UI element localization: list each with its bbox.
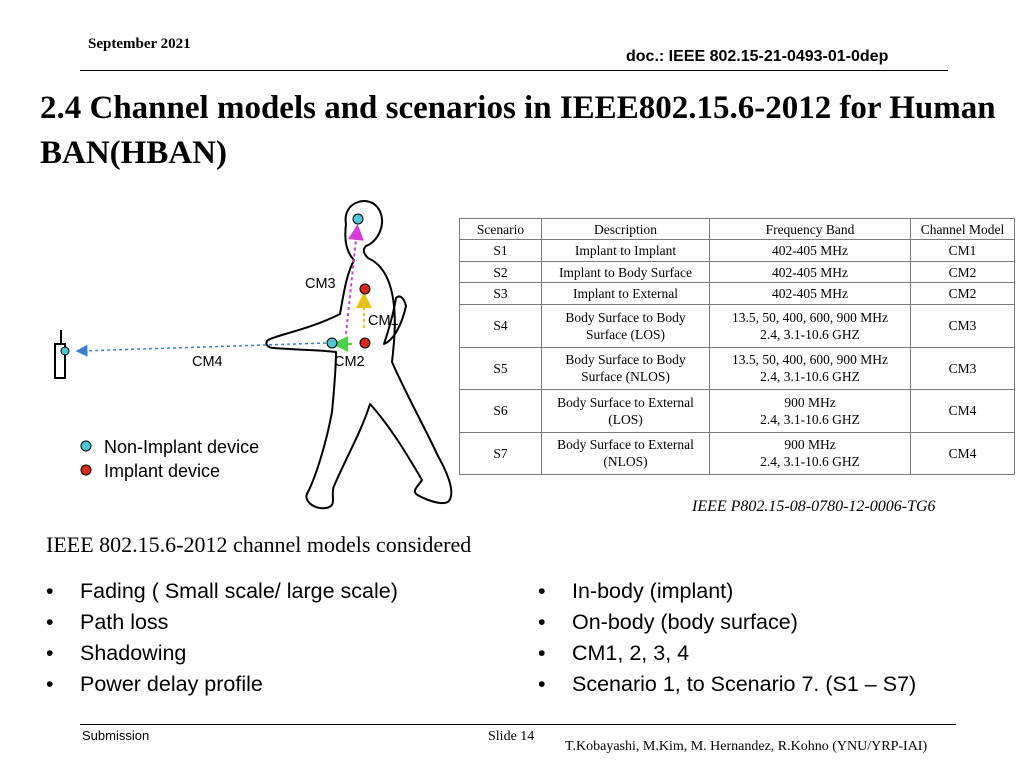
slide-title: 2.4 Channel models and scenarios in IEEE802.15.6-2012 for Human BAN(HBAN) — [40, 90, 996, 171]
list-item-text: Power delay profile — [80, 672, 263, 696]
cell-frequency-line2: 2.4, 3.1-10.6 GHZ — [760, 411, 860, 427]
cm3-link — [346, 230, 357, 334]
section-subtitle: IEEE 802.15.6-2012 channel models considered — [46, 532, 472, 557]
cell-description — [542, 432, 710, 474]
list-item-text: In-body (implant) — [572, 579, 734, 603]
cell-description: Implant to Body Surface — [542, 261, 710, 283]
non-implant-device-head — [353, 214, 363, 224]
header-rule — [80, 70, 948, 71]
cell-description-line1: Body Surface to Body — [565, 352, 686, 368]
table-row — [460, 347, 1015, 389]
list-item — [46, 638, 398, 669]
bullet-list-left — [46, 576, 398, 700]
list-item — [46, 607, 398, 638]
cell-description: Implant to External — [542, 283, 710, 305]
footer-submission: Submission — [82, 728, 150, 743]
bullet-marker: • — [46, 641, 54, 665]
hban-body-figure — [46, 194, 456, 516]
cm3-label: CM3 — [305, 276, 336, 292]
non-implant-device-chest — [327, 338, 337, 348]
footer-authors: T.Kobayashi, M.Kim, M. Hernandez, R.Kohno (YNU/YRP-IAI) — [565, 739, 928, 754]
header-description: Description — [542, 219, 710, 240]
cell-model: CM2 — [911, 261, 1015, 283]
bullet-marker: • — [538, 610, 546, 634]
cell-scenario: S3 — [460, 283, 542, 305]
legend-non-implant-swatch — [81, 441, 91, 451]
bullet-marker: • — [46, 579, 54, 603]
legend-implant-swatch — [81, 465, 91, 475]
cell-description — [542, 305, 710, 347]
cell-model: CM2 — [911, 283, 1015, 305]
cell-frequency — [710, 432, 911, 474]
bullet-list-right — [538, 576, 916, 700]
cell-scenario: S6 — [460, 390, 542, 432]
table-citation: IEEE P802.15-08-0780-12-0006-TG6 — [692, 498, 936, 515]
table-row — [460, 305, 1015, 347]
list-item-text: CM1, 2, 3, 4 — [572, 641, 690, 665]
cell-frequency — [710, 347, 911, 389]
scenario-table — [459, 218, 1015, 475]
list-item-text: Fading ( Small scale/ large scale) — [80, 579, 398, 603]
table-row — [460, 390, 1015, 432]
list-item-text: On-body (body surface) — [572, 610, 798, 634]
cell-frequency: 402-405 MHz — [710, 240, 911, 262]
cell-description-line1: Body Surface to External — [557, 394, 694, 410]
footer-rule — [80, 724, 956, 725]
cell-model: CM4 — [911, 432, 1015, 474]
list-item-text: Scenario 1, to Scenario 7. (S1 – S7) — [572, 672, 917, 696]
cell-model: CM1 — [911, 240, 1015, 262]
header-scenario: Scenario — [460, 219, 542, 240]
list-item — [538, 576, 916, 607]
cell-frequency: 402-405 MHz — [710, 283, 911, 305]
cm1-label: CM1 — [368, 313, 399, 329]
list-item-text: Shadowing — [80, 641, 187, 665]
cell-description-line2: (NLOS) — [603, 454, 648, 470]
cell-frequency-line2: 2.4, 3.1-10.6 GHZ — [760, 326, 860, 342]
footer-slide-number: Slide 14 — [488, 729, 535, 744]
cell-frequency-line2: 2.4, 3.1-10.6 GHZ — [760, 369, 860, 385]
cell-description-line2: Surface (LOS) — [585, 326, 666, 342]
bullet-marker: • — [538, 579, 546, 603]
list-item — [538, 607, 916, 638]
list-item — [538, 669, 916, 700]
cell-frequency-line1: 900 MHz — [784, 437, 836, 453]
cell-frequency-line1: 900 MHz — [784, 394, 836, 410]
implant-device-upper — [360, 284, 370, 294]
cell-description — [542, 390, 710, 432]
header-date: September 2021 — [88, 36, 191, 52]
cell-scenario: S5 — [460, 347, 542, 389]
cell-description-line2: (LOS) — [608, 411, 643, 427]
header-channel-model: Channel Model — [911, 219, 1015, 240]
cell-description-line1: Body Surface to Body — [565, 309, 686, 325]
non-implant-device-arm — [61, 347, 69, 355]
cell-model: CM3 — [911, 305, 1015, 347]
cell-description — [542, 347, 710, 389]
legend-implant-label: Implant device — [104, 461, 221, 481]
cell-scenario: S2 — [460, 261, 542, 283]
list-item — [46, 576, 398, 607]
table-row — [460, 240, 1015, 262]
implant-device-lower — [360, 338, 370, 348]
bullet-marker: • — [46, 672, 54, 696]
list-item-text: Path loss — [80, 610, 169, 634]
header-frequency-band: Frequency Band — [710, 219, 911, 240]
cell-frequency-line1: 13.5, 50, 400, 600, 900 MHz — [732, 352, 888, 368]
cm4-label: CM4 — [192, 354, 223, 370]
legend-non-implant-label: Non-Implant device — [104, 437, 260, 457]
cell-model: CM4 — [911, 390, 1015, 432]
cm2-label: CM2 — [334, 354, 365, 370]
list-item — [46, 669, 398, 700]
table-row — [460, 432, 1015, 474]
table-row — [460, 261, 1015, 283]
cell-frequency-line1: 13.5, 50, 400, 600, 900 MHz — [732, 309, 888, 325]
cell-description: Implant to Implant — [542, 240, 710, 262]
cell-model: CM3 — [911, 347, 1015, 389]
bullet-marker: • — [46, 610, 54, 634]
cell-scenario: S7 — [460, 432, 542, 474]
cell-frequency — [710, 390, 911, 432]
cell-description-line1: Body Surface to External — [557, 437, 694, 453]
header-doc-id: doc.: IEEE 802.15-21-0493-01-0dep — [626, 48, 889, 65]
table-row — [460, 283, 1015, 305]
bullet-marker: • — [538, 641, 546, 665]
cell-description-line2: Surface (NLOS) — [581, 369, 670, 385]
cell-scenario: S4 — [460, 305, 542, 347]
cell-frequency: 402-405 MHz — [710, 261, 911, 283]
cell-frequency — [710, 305, 911, 347]
cell-frequency-line2: 2.4, 3.1-10.6 GHZ — [760, 454, 860, 470]
cell-scenario: S1 — [460, 240, 542, 262]
list-item — [538, 638, 916, 669]
bullet-marker: • — [538, 672, 546, 696]
